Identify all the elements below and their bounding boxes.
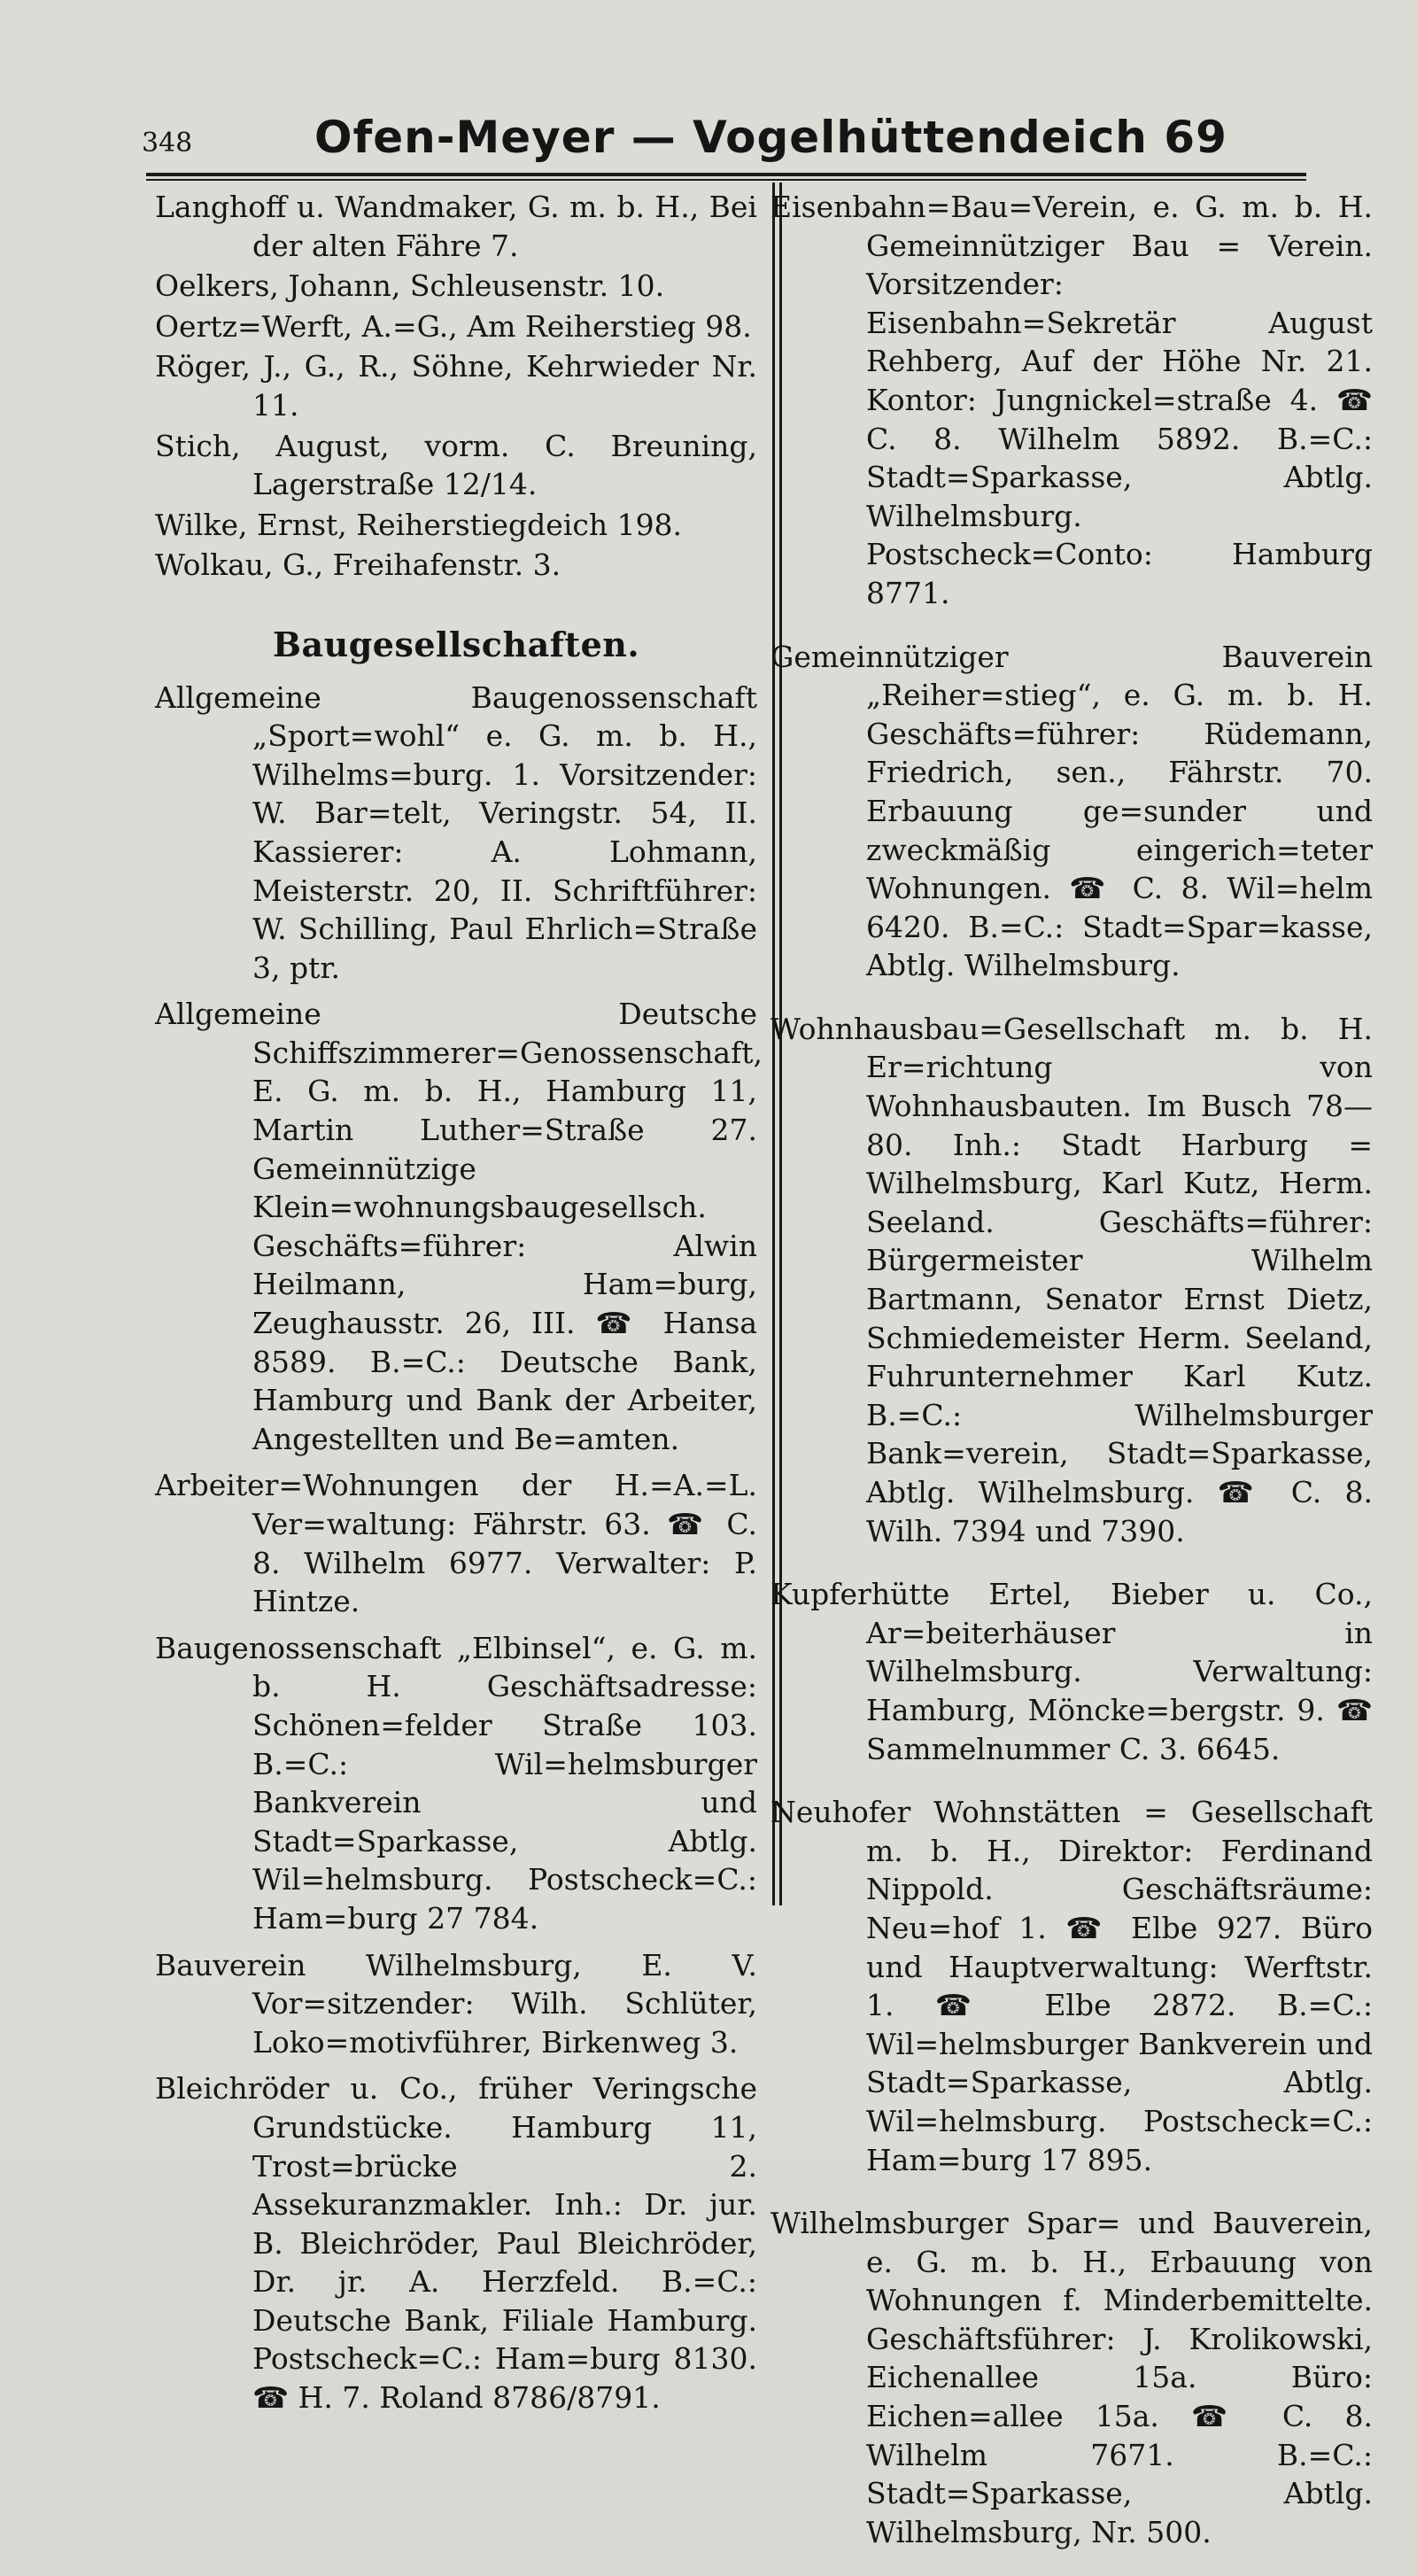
header-rule	[146, 173, 1306, 176]
directory-entry: Bauverein Wilhelmsburg, E. V. Vor=sitzender: Wilh. Schlüter, Loko=motivführer, Birkenweg 3.	[155, 1947, 757, 2060]
header-rule-thin	[146, 179, 1306, 181]
directory-entry: Allgemeine Deutsche Schiffszimmerer=Genossenschaft, E. G. m. b. H., Hamburg 11, Martin Luther=Straße 27. Gemeinnützige Klein=wohnungsbaugesellsch. Geschäfts=führer: Alwin Heilmann, Ham=burg, Zeughausstr. 26, III. ☎ Hansa 8589. B.=C.: Deutsche Bank, Hamburg und Bank der Arbeiter, Angestellten und Be=amten.	[155, 997, 763, 1456]
directory-entry: Stich, August, vorm. C. Breuning, Lagerstraße 12/14.	[155, 428, 757, 502]
page-number: 348	[142, 128, 193, 159]
directory-entry: Baugenossenschaft „Elbinsel“, e. G. m. b. H. Geschäftsadresse: Schönen=felder Straße 103. B.=C.: Wil=helmsburger Bankverein und Stadt=Sparkasse, Abtlg. Wil=helmsburg. Postscheck=C.: Ham=burg 27 784.	[155, 1630, 757, 1936]
directory-entry: Langhoff u. Wandmaker, G. m. b. H., Bei der alten Fähre 7.	[155, 190, 757, 263]
directory-entry: Eisenbahn=Bau=Verein, e. G. m. b. H. Gemeinnütziger Bau = Verein. Vorsitzender: Eisenbahn=Sekretär August Rehberg, Auf der Höhe Nr. 21. Kontor: Jungnickel=straße 4. ☎ C. 8. Wilhelm 5892. B.=C.: Stadt=Sparkasse, Abtlg. Wilhelmsburg. Postscheck=Conto: Hamburg 8771.	[770, 190, 1373, 610]
directory-entry: Wolkau, G., Freihafenstr. 3.	[155, 547, 561, 583]
left-column	[155, 188, 763, 2425]
running-title: Ofen-Meyer — Vogelhüttendeich 69	[314, 112, 1227, 163]
directory-entry: Neuhofer Wohnstätten = Gesellschaft m. b. H., Direktor: Ferdinand Nippold. Geschäftsräume: Neu=hof 1. ☎ Elbe 927. Büro und Hauptverwaltung: Werftstr. 1. ☎ Elbe 2872. B.=C.: Wil=helmsburger Bankverein und Stadt=Sparkasse, Abtlg. Wil=helmsburg. Postscheck=C.: Ham=burg 17 895.	[770, 1795, 1373, 2177]
directory-entry: Oelkers, Johann, Schleusenstr. 10.	[155, 268, 665, 304]
section-heading: Baugesellschaften.	[272, 624, 640, 664]
page-header	[142, 112, 1311, 174]
directory-entry: Oertz=Werft, A.=G., Am Reiherstieg 98.	[155, 308, 752, 344]
directory-entry: Bleichröder u. Co., früher Veringsche Grundstücke. Hamburg 11, Trost=brücke 2. Assekuranzmakler. Inh.: Dr. jur. B. Bleichröder, Paul Bleichröder, Dr. jr. A. Herzfeld. B.=C.: Deutsche Bank, Filiale Hamburg. Postscheck=C.: Ham=burg 8130. ☎ H. 7. Roland 8786/8791.	[155, 2071, 757, 2416]
directory-entry: Allgemeine Baugenossenschaft „Sport=wohl“ e. G. m. b. H., Wilhelms=burg. 1. Vorsitzender: W. Bar=telt, Veringstr. 54, II. Kassierer: A. Lohmann, Meisterstr. 20, II. Schriftführer: W. Schilling, Paul Ehrlich=Straße 3, ptr.	[155, 679, 757, 985]
directory-entry: Röger, J., G., R., Söhne, Kehrwieder Nr. 11.	[155, 349, 757, 423]
directory-entry: Wohnhausbau=Gesellschaft m. b. H. Er=richtung von Wohnhausbauten. Im Busch 78—80. Inh.: Stadt Harburg = Wilhelmsburg, Karl Kutz, Herm. Seeland. Geschäfts=führer: Bürgermeister Wilhelm Bartmann, Senator Ernst Dietz, Schmiedemeister Herm. Seeland, Fuhrunternehmer Karl Kutz. B.=C.: Wilhelmsburger Bank=verein, Stadt=Sparkasse, Abtlg. Wilhelmsburg. ☎ C. 8. Wilh. 7394 und 7390.	[770, 1011, 1373, 1548]
directory-entry: Wilke, Ernst, Reiherstiegdeich 198.	[155, 507, 683, 542]
right-column	[770, 188, 1373, 2576]
directory-entry: Arbeiter=Wohnungen der H.=A.=L. Ver=waltung: Fährstr. 63. ☎ C. 8. Wilhelm 6977. Verwalter: P. Hintze.	[155, 1468, 757, 1619]
directory-entry: Kupferhütte Ertel, Bieber u. Co., Ar=beiterhäuser in Wilhelmsburg. Verwaltung: Hamburg, Möncke=bergstr. 9. ☎ Sammelnummer C. 3. 6645.	[770, 1577, 1373, 1766]
directory-entry: Gemeinnütziger Bauverein „Reiher=stieg“, e. G. m. b. H. Geschäfts=führer: Rüdemann, Friedrich, sen., Fährstr. 70. Erbauung ge=sunder und zweckmäßig eingerich=teter Wohnungen. ☎ C. 8. Wil=helm 6420. B.=C.: Stadt=Spar=kasse, Abtlg. Wilhelmsburg.	[770, 639, 1373, 983]
directory-entry: Wilhelmsburger Spar= und Bauverein, e. G. m. b. H., Erbauung von Wohnungen f. Minderbemittelte. Geschäftsführer: J. Krolikowski, Eichenallee 15a. Büro: Eichen=allee 15a. ☎ C. 8. Wilhelm 7671. B.=C.: Stadt=Sparkasse, Abtlg. Wilhelmsburg, Nr. 500.	[770, 2206, 1373, 2549]
